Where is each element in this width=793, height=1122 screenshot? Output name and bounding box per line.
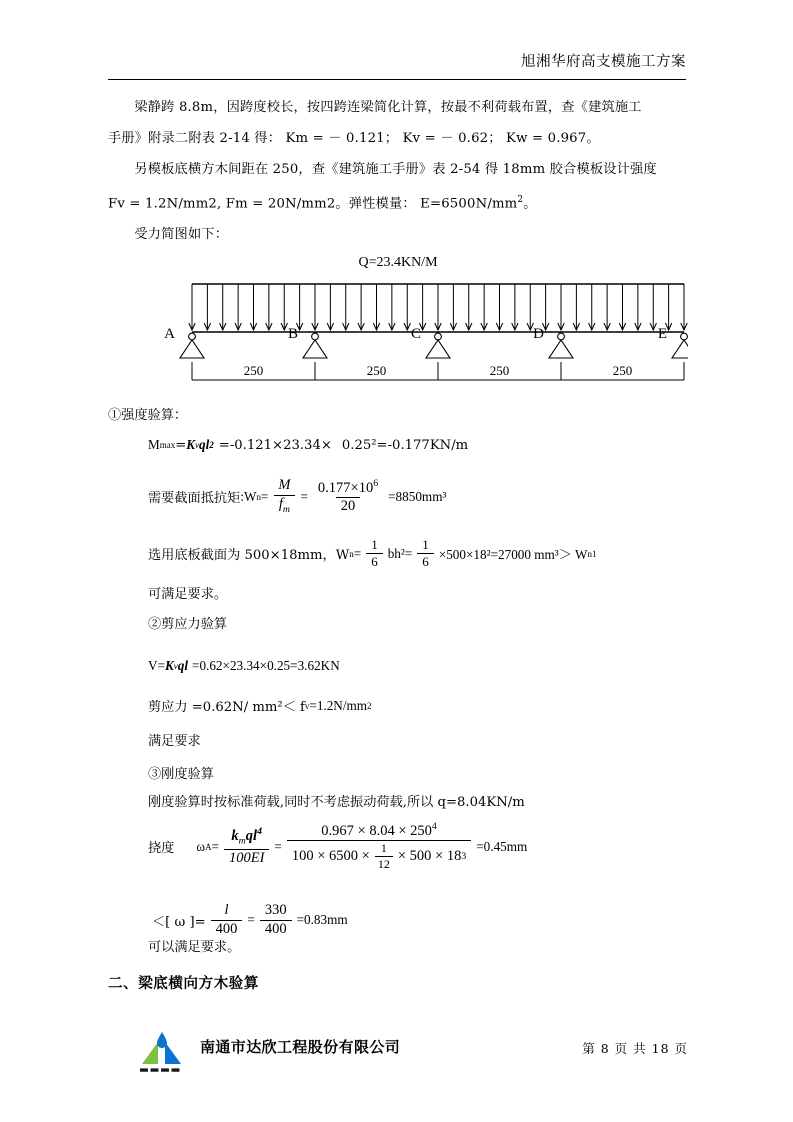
deflection-inner-fraction: $\frac{1}{12}$ — [375, 842, 393, 871]
shear-k-subscript: v — [173, 661, 178, 671]
limit-equals: = — [247, 912, 255, 928]
deflection-frac1-denominator: 100EI — [224, 849, 269, 867]
shear-v-label: V= — [148, 658, 165, 673]
paragraph-1-line-1-text: 梁静跨 8.8m，因跨度校长，按四跨连梁简化计算，按最不利荷载布置，查《建筑施工 — [134, 100, 642, 115]
formula-section-modulus — [148, 538, 596, 569]
shear-stress-sub: v — [304, 700, 310, 711]
wn-result: =8850mm³ — [388, 488, 447, 504]
section-modulus-post-sub: n1 — [587, 548, 597, 559]
calc3-conclusion — [148, 936, 240, 956]
mmax-rhs-part2: 0.25²=-0.177KN/m — [341, 437, 469, 453]
calc3-note: 刚度验算时按标准荷载,同时不考虑振动荷载,所以 q=8.04KN/m — [148, 795, 525, 810]
section-modulus-sub: n — [349, 548, 354, 559]
mmax-rhs-part1: =-0.121×23.34× — [218, 437, 332, 453]
mmax-ql-exponent: 2 — [209, 440, 214, 450]
wn-frac1-numerator: M — [278, 477, 291, 493]
deflection-limit-pre: ＜[ ω ]= — [152, 914, 206, 930]
paragraph-2-line-2-post: 。 — [523, 196, 537, 212]
shear-v-rhs: =0.62×23.34×0.25=3.62KN — [192, 658, 340, 673]
deflection-fraction-1 — [224, 827, 269, 866]
beam-load-diagram — [108, 250, 688, 390]
footer-company-name: 南通市达欣工程股份有限公司 — [200, 1038, 401, 1056]
support-pin-b — [312, 333, 319, 340]
logo-droplet-icon — [157, 1032, 167, 1048]
paragraph-1-line-2 — [108, 123, 688, 154]
limit-frac1-numerator: l — [224, 902, 229, 918]
paragraph-2-line-1-text: 另模板底横方木间距在 250，查《建筑施工手册》表 2-54 得 18mm 胶合模板设计强度 — [134, 162, 657, 177]
formula-shear-stress — [148, 696, 372, 715]
section-modulus-post: ×500×18²=27000 mm³＞ W — [438, 547, 588, 563]
paragraph-3-text: 受力简图如下： — [134, 227, 229, 243]
omega-symbol: ω — [196, 838, 206, 854]
shear-ql: ql — [177, 658, 189, 673]
document-body — [108, 92, 688, 250]
dimension-group — [192, 362, 684, 380]
calc2-heading-row — [148, 613, 227, 633]
header-divider — [108, 79, 686, 80]
footer-page-number: 第 8 页 共 18 页 — [582, 1041, 688, 1056]
deflection-frac1-numerator: $k_mql^4$ — [231, 826, 262, 847]
wn-frac2-denominator: 20 — [336, 497, 361, 515]
section-modulus-eq: = — [353, 545, 362, 561]
support-label-d: D — [533, 326, 544, 342]
calc1-heading: ①强度验算： — [108, 408, 188, 423]
distributed-load-label: Q=23.4KN/M — [358, 255, 438, 270]
calc1-heading-row — [108, 404, 688, 424]
deflection-label: 挠度 — [148, 841, 175, 857]
deflection-frac2-numerator: $0.967 \times 8.04 \times 250^4$ — [321, 821, 437, 839]
paragraph-1-line-1 — [108, 92, 688, 123]
logo-wordmark — [140, 1068, 180, 1071]
section-frac2-denominator: 6 — [417, 553, 434, 569]
mmax-k-symbol: K — [186, 437, 196, 452]
paragraph-2-line-1 — [108, 154, 688, 185]
support-group — [164, 326, 688, 358]
page-header-title: 旭湘华府高支模施工方案 — [521, 54, 686, 70]
mmax-k-subscript: v — [195, 440, 200, 450]
calc2-conclusion — [148, 730, 201, 750]
formula-mmax — [148, 437, 468, 453]
support-label-c: C — [410, 326, 421, 342]
deflection-equals-2: = — [274, 838, 282, 854]
section-fraction-1 — [366, 538, 383, 569]
mmax-symbol: M — [148, 437, 160, 452]
wn-frac2-numerator: $0.177\times 10^6$ — [317, 477, 379, 496]
limit-result: =0.83mm — [296, 912, 348, 928]
support-triangle-b — [303, 340, 327, 358]
calc3-conclusion-text: 可以满足要求。 — [148, 940, 241, 955]
paragraph-2-line-2-pre: Fv = 1.2N/mm2, Fm = 20N/mm2。弹性模量： E=6500N/mm — [108, 196, 518, 212]
page-footer — [108, 1028, 688, 1078]
calc3-heading-row — [148, 763, 214, 783]
limit-frac2-denominator: 400 — [260, 920, 292, 938]
support-pin-c — [435, 333, 442, 340]
paragraph-2-exponent: 2 — [517, 195, 524, 205]
calc1-conclusion-text: 可满足要求。 — [148, 587, 228, 602]
support-pin-e — [681, 333, 688, 340]
wn-equals-2: = — [300, 488, 308, 504]
section-frac1-denominator: 6 — [366, 553, 383, 569]
span-dimension-1: 250 — [243, 363, 264, 378]
section-heading-2: 二、梁底横向方木验算 — [108, 975, 259, 992]
span-dimension-3: 250 — [489, 363, 510, 378]
support-triangle-c — [426, 340, 450, 358]
paragraph-1-line-2-text: 手册》附录二附表 2-14 得： Km = － 0.121； Kv = － 0.62； Kw = 0.967。 — [108, 131, 600, 146]
calc2-conclusion-text: 满足要求 — [148, 734, 201, 749]
wn-colon: :W — [240, 488, 257, 504]
limit-frac2-numerator: 330 — [264, 902, 287, 918]
load-arrow-group — [189, 284, 687, 330]
section-frac2-numerator: 1 — [422, 537, 429, 552]
section-fraction-2 — [417, 538, 434, 569]
formula-shear-force — [148, 658, 340, 674]
calc3-note-row — [148, 791, 525, 811]
support-triangle-e — [672, 340, 688, 358]
limit-frac1-denominator: 400 — [211, 920, 243, 938]
section-frac1-numerator: 1 — [371, 537, 378, 552]
formula-deflection — [148, 822, 527, 871]
deflection-equals: = — [211, 838, 219, 854]
limit-fraction-2 — [260, 903, 292, 937]
wn-fraction-2 — [313, 479, 383, 515]
omega-subscript: A — [205, 841, 212, 852]
support-pin-d — [558, 333, 565, 340]
support-label-e: E — [657, 326, 667, 342]
mmax-subscript: max — [159, 440, 176, 450]
company-logo — [136, 1030, 188, 1074]
wn-fraction-1 — [273, 478, 295, 515]
calc2-heading: ②剪应力验算 — [148, 617, 228, 632]
formula-deflection-limit — [152, 903, 348, 937]
span-dimension-2: 250 — [366, 363, 387, 378]
shear-stress-pre: 剪应力 =0.62N/ mm²＜ f — [148, 700, 305, 715]
section-modulus-pre: 选用底板截面为 500×18mm，W — [148, 548, 350, 564]
span-dimension-4: 250 — [612, 363, 633, 378]
wn-subscript: n — [256, 491, 261, 502]
paragraph-3 — [108, 219, 688, 250]
limit-fraction-1 — [211, 903, 243, 937]
wn-label: 需要截面抵抗矩 — [148, 491, 241, 507]
mmax-ql: ql — [199, 437, 210, 452]
formula-wn-required — [148, 478, 446, 515]
shear-stress-mid: =1.2N/mm — [309, 697, 368, 713]
calc3-heading: ③刚度验算 — [148, 767, 214, 782]
support-pin-a — [189, 333, 196, 340]
paragraph-2-line-2 — [108, 185, 688, 219]
wn-frac1-denominator: $f_m$ — [274, 495, 295, 516]
deflection-frac2-denominator: 100 × 6500 × $\frac{1}{12}$ × 500 × 18 3 — [287, 840, 471, 871]
section-modulus-mid: bh²= — [387, 545, 413, 561]
calc1-conclusion — [148, 583, 227, 603]
support-triangle-a — [180, 340, 204, 358]
support-label-a: A — [164, 326, 175, 342]
support-label-b: B — [287, 326, 298, 342]
shear-stress-sup: 2 — [367, 700, 372, 711]
shear-k-symbol: K — [164, 658, 174, 673]
deflection-fraction-2 — [287, 822, 471, 871]
wn-equals: = — [260, 488, 269, 504]
deflection-result: =0.45mm — [476, 838, 528, 854]
mmax-equals: = — [175, 437, 187, 453]
support-triangle-d — [549, 340, 573, 358]
